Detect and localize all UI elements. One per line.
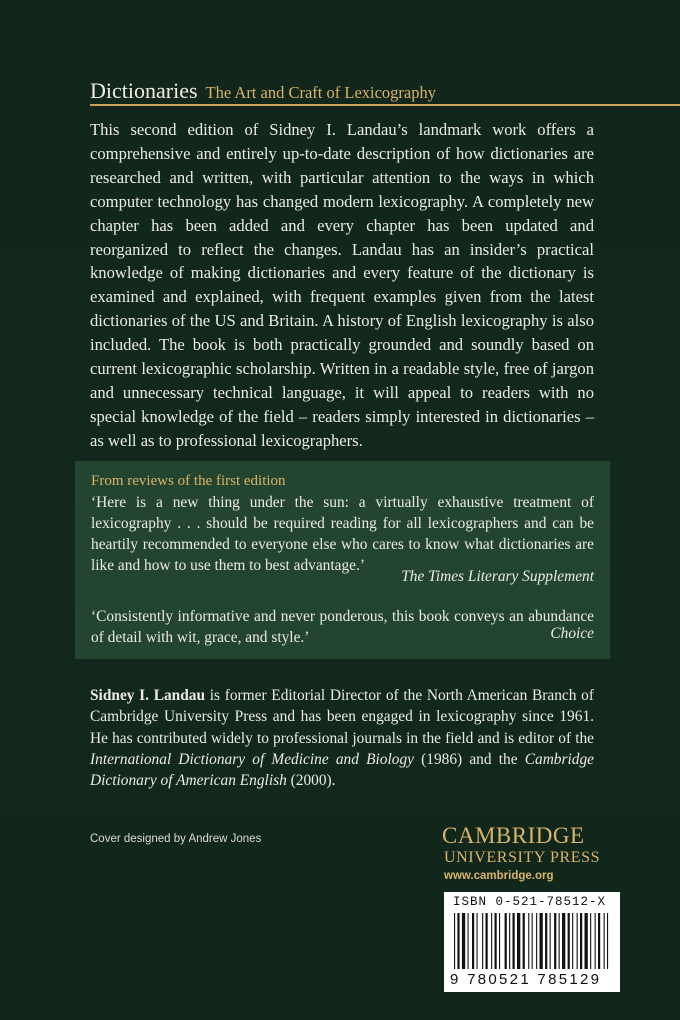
title-subtitle: The Art and Craft of Lexicography <box>205 83 436 102</box>
publisher-name: CAMBRIDGE <box>442 823 585 848</box>
review-quote-2: ‘Consistently informative and never ponderous, this book conveys an abundance of detail with wit, grace, and style.’ <box>91 608 594 646</box>
author-bio-text-3: (2000). <box>286 772 336 790</box>
book-title <box>90 78 436 104</box>
cover-credit: Cover designed by Andrew Jones <box>90 833 262 845</box>
gold-rule-divider <box>90 104 680 106</box>
title-main: Dictionaries <box>90 78 198 103</box>
author-bio-text-1: is former Editorial Director of the North American Branch of Cambridge University Press and has been engaged in lexicography since 1961. He has contributed widely to professional journals in the field and is editor of the <box>90 687 594 747</box>
barcode-number: 9 780521 785129 <box>450 971 602 988</box>
publisher-website[interactable]: www.cambridge.org <box>444 870 554 882</box>
author-bio-text-2: (1986) and the <box>413 750 525 768</box>
book-description: This second edition of Sidney I. Landau’s landmark work offers a comprehensive and entirely up-to-date description of how dictionaries are researched and written, with particular attention to the ways in which computer technology has changed modern lexicography. A completely new chapter has been added and every chapter has been updated and reorganized to reflect the changes. Landau has an insider’s practical knowledge of making dictionaries and every feature of the dictionary is examined and explained, with frequent examples given from the latest dictionaries of the US and Britain. A history of English lexicography is also included. The book is both practically grounded and soundly based on current lexicographic scholarship. Written in a readable style, free of jargon and unnecessary technical language, it will appeal to readers with no special knowledge of the field – readers simply interested in dictionaries – as well as to professional lexicographers. <box>90 120 594 450</box>
review-source-2: Choice <box>550 625 594 642</box>
barcode-bars-icon <box>452 913 612 971</box>
author-bio <box>90 685 594 791</box>
publisher-subname: UNIVERSITY PRESS <box>444 849 601 866</box>
author-name: Sidney I. Landau <box>90 687 206 704</box>
review-quote-1: ‘Here is a new thing under the sun: a virtually exhaustive treatment of lexicography . . . should be required reading for all lexicographers and can be heartily recommended to everyone else who cares to know what dictionaries are like and how to use them to best advantage.’ <box>91 494 594 574</box>
author-work-2: Cambridge Dictionary of American English <box>90 750 594 790</box>
reviews-heading: From reviews of the first edition <box>91 473 286 489</box>
isbn-barcode <box>444 892 620 992</box>
isbn-text: ISBN 0-521-78512-X <box>453 895 607 909</box>
review-source-1: The Times Literary Supplement <box>401 568 594 585</box>
reviews-panel <box>75 461 610 659</box>
publisher-logo <box>442 824 622 884</box>
author-work-1: International Dictionary of Medicine and Biology <box>90 750 414 768</box>
